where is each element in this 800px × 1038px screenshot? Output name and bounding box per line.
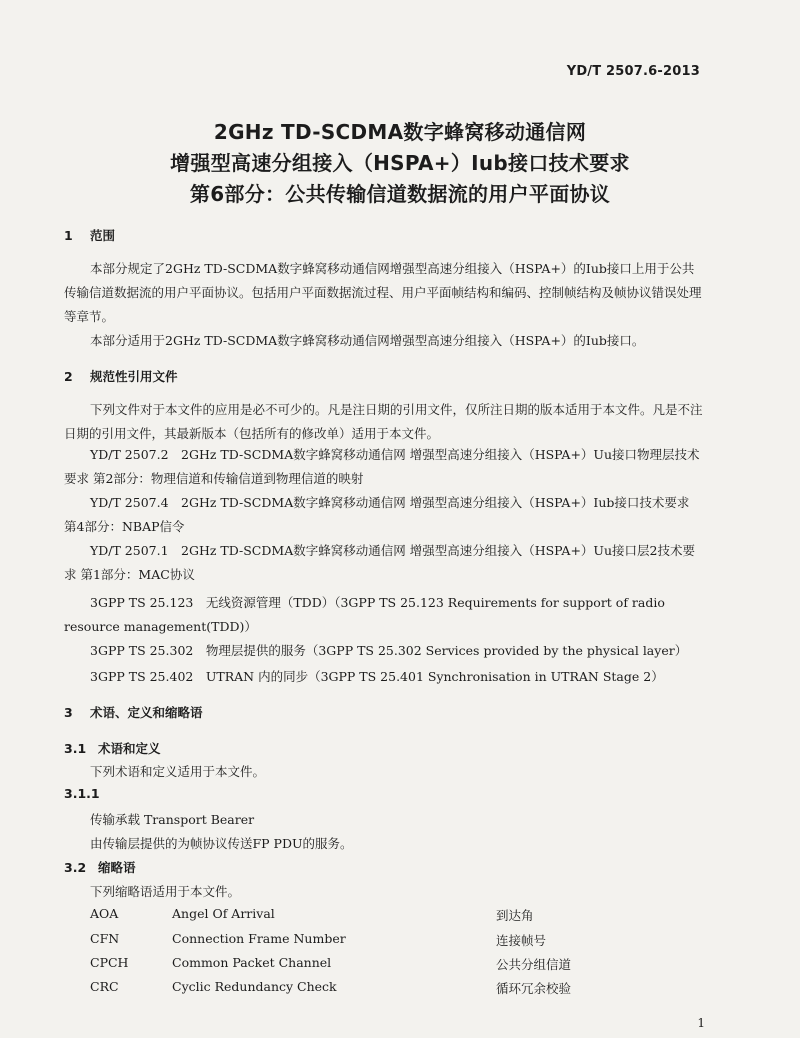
section-number: 3.1.1 <box>64 786 100 801</box>
abbreviation-row <box>90 979 690 999</box>
section-number: 2 <box>64 369 73 384</box>
section-number: 3.2 <box>64 860 87 875</box>
reference-item: YD/T 2507.1 2GHz TD-SCDMA数字蜂窝移动通信网 增强型高速分组接入（HSPA+）Uu接口层2技术要求 第1部分：MAC协议 <box>64 543 695 582</box>
title-line-3: 第6部分：公共传输信道数据流的用户平面协议 <box>189 182 611 206</box>
section-3-1-1-heading <box>64 786 98 801</box>
abbreviation-row <box>90 906 690 926</box>
abbreviation-english: Cyclic Redundancy Check <box>172 979 337 994</box>
abbreviation: CPCH <box>90 955 129 970</box>
abbreviation-row <box>90 955 690 975</box>
abbreviation-english: Common Packet Channel <box>172 955 332 970</box>
abbreviation: CFN <box>90 931 120 946</box>
abbreviation-chinese: 循环冗余校验 <box>496 981 572 996</box>
abbreviation-chinese: 公共分组信道 <box>496 957 572 972</box>
abbreviation: AOA <box>90 906 119 921</box>
abbreviation-chinese: 连接帧号 <box>496 933 547 948</box>
section-number: 1 <box>64 228 73 243</box>
term-definition: 由传输层提供的为帧协议传送FP PDU的服务。 <box>90 836 353 851</box>
abbreviations-intro: 下列缩略语适用于本文件。 <box>90 884 241 899</box>
reference-item: 3GPP TS 25.123 无线资源管理（TDD）（3GPP TS 25.123 Requirements for support of radio resource management(TDD)） <box>64 595 665 634</box>
section-title: 规范性引用文件 <box>90 369 178 384</box>
term-name: 传输承载 Transport Bearer <box>90 812 255 827</box>
abbreviation-english: Connection Frame Number <box>172 931 346 946</box>
reference-item: 3GPP TS 25.302 物理层提供的服务（3GPP TS 25.302 Services provided by the physical layer） <box>90 643 688 658</box>
section-title: 缩略语 <box>98 860 136 875</box>
section-3-heading <box>64 703 203 721</box>
section-title: 范围 <box>90 228 116 243</box>
abbreviation: CRC <box>90 979 119 994</box>
references-intro: 下列文件对于本文件的应用是必不可少的。凡是注日期的引用文件，仅所注日期的版本适用于本文件。凡是不注日期的引用文件，其最新版本（包括所有的修改单）适用于本文件。 <box>64 402 703 441</box>
abbreviation-row <box>90 931 690 951</box>
reference-item: YD/T 2507.4 2GHz TD-SCDMA数字蜂窝移动通信网 增强型高速分组接入（HSPA+）Iub接口技术要求 第4部分：NBAP信令 <box>64 495 690 534</box>
section-title: 术语和定义 <box>98 741 161 756</box>
section-title: 术语、定义和缩略语 <box>90 705 203 720</box>
section-1-heading <box>64 226 115 244</box>
title-line-1: 2GHz TD-SCDMA数字蜂窝移动通信网 <box>213 120 587 144</box>
terms-intro: 下列术语和定义适用于本文件。 <box>90 764 266 779</box>
section-3-1-heading <box>64 739 161 757</box>
standard-code: YD/T 2507.6-2013 <box>566 64 700 79</box>
section-number: 3 <box>64 705 73 720</box>
page-number: 1 <box>697 1016 705 1030</box>
section-number: 3.1 <box>64 741 87 756</box>
reference-item: YD/T 2507.2 2GHz TD-SCDMA数字蜂窝移动通信网 增强型高速分组接入（HSPA+）Uu接口物理层技术要求 第2部分：物理信道和传输信道到物理信道的映射 <box>64 447 700 486</box>
abbreviation-english: Angel Of Arrival <box>172 906 275 921</box>
section-3-2-heading <box>64 858 136 876</box>
abbreviation-chinese: 到达角 <box>496 908 534 923</box>
section-2-heading <box>64 367 178 385</box>
reference-item: 3GPP TS 25.402 UTRAN 内的同步（3GPP TS 25.401 Synchronisation in UTRAN Stage 2） <box>90 669 664 684</box>
title-line-2: 增强型高速分组接入（HSPA+）Iub接口技术要求 <box>170 151 630 175</box>
scope-paragraph-1: 本部分规定了2GHz TD-SCDMA数字蜂窝移动通信网增强型高速分组接入（HSPA+）的Iub接口上用于公共传输信道数据流的用户平面协议。包括用户平面数据流过程、用户平面帧结构和编码、控制帧结构及帧协议错误处理等章节。 <box>64 261 702 324</box>
scope-paragraph-2: 本部分适用于2GHz TD-SCDMA数字蜂窝移动通信网增强型高速分组接入（HSPA+）的Iub接口。 <box>90 333 645 348</box>
